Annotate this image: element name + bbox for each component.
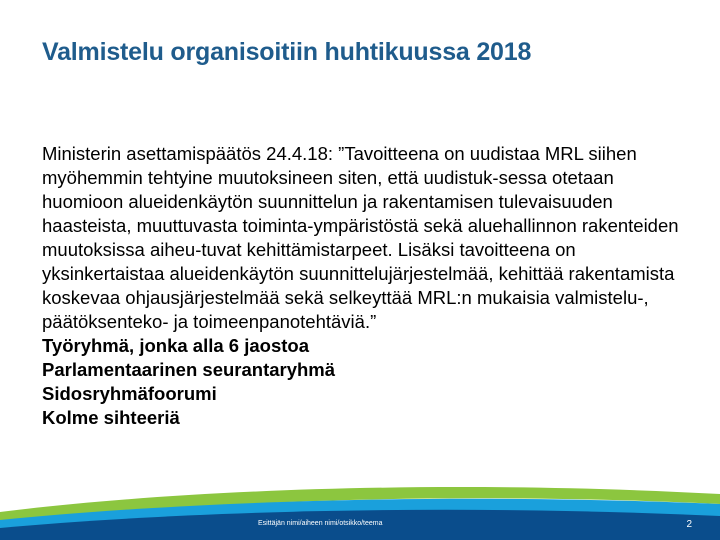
bold-line-parliamentary-group: Parlamentaarinen seurantaryhmä bbox=[42, 359, 336, 380]
slide-body bbox=[42, 142, 692, 430]
page-number: 2 bbox=[686, 519, 692, 530]
footer-wave-decoration bbox=[0, 474, 720, 540]
bold-line-stakeholder-forum: Sidosryhmäfoorumi bbox=[42, 383, 217, 404]
bold-line-secretaries: Kolme sihteeriä bbox=[42, 407, 180, 428]
footer-text: Esittäjän nimi/aiheen nimi/otsikko/teema bbox=[258, 520, 383, 527]
body-paragraph: Ministerin asettamispäätös 24.4.18: ”Tavoitteena on uudistaa MRL siihen myöhemmin tehtyine muutoksineen siten, että uudistuk-sessa otetaan huomioon alueidenkäytön suunnittelun ja rakentamisen tulevaisuuden haasteista, muuttuvasta toiminta-ympäristöstä sekä aluehallinnon rakenteiden muutoksissa aiheu-tuvat kehittämistarpeet. Lisäksi tavoitteena on yksinkertaistaa alueidenkäytön suunnittelujärjestelmää, kehittää rakentamista koskevaa ohjausjärjestelmää sekä selkeyttää MRL:n mukaisia valmistelu-, päätöksenteko- ja toimeenpanotehtäviä.” bbox=[42, 143, 679, 332]
slide-title: Valmistelu organisoitiin huhtikuussa 2018 bbox=[42, 38, 532, 66]
bold-line-working-group: Työryhmä, jonka alla 6 jaostoa bbox=[42, 335, 309, 356]
